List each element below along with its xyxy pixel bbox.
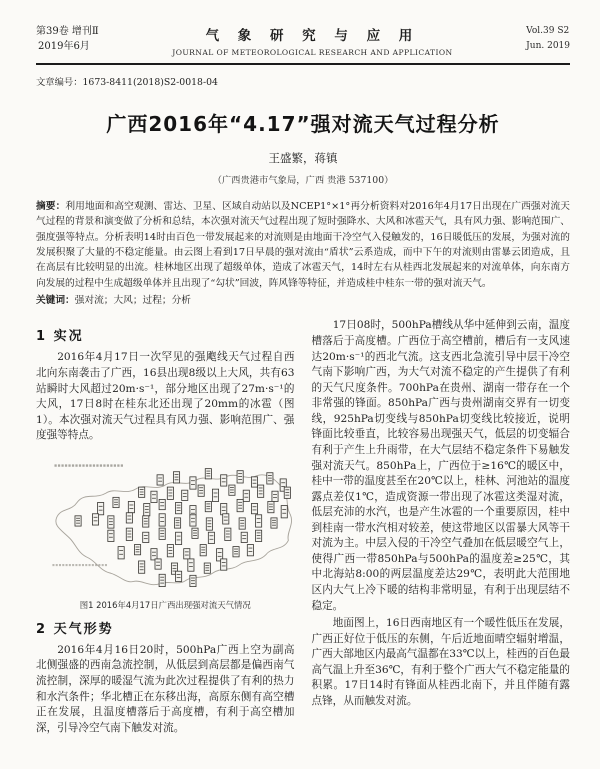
- date-en: Jun. 2019: [526, 41, 570, 52]
- station-marker: [225, 528, 231, 540]
- journal-title-cn: 气 象 研 究 与 应 用: [205, 28, 420, 44]
- station-marker: [247, 544, 253, 555]
- station-marker: [200, 544, 206, 555]
- station-marker: [251, 503, 257, 513]
- station-marker: [98, 502, 104, 514]
- station-marker: [159, 499, 165, 509]
- journal-header: [36, 24, 570, 65]
- station-marker: [108, 530, 114, 541]
- station-marker: [258, 485, 264, 497]
- station-marker: [75, 516, 81, 526]
- station-marker: [108, 516, 114, 528]
- paper-affiliation: （广西贵港市气象局，广西 贵港 537100）: [212, 175, 394, 186]
- section-2-paragraph: 2016年4月16日20时，500hPa广西上空为副高北侧强盛的西南急流控制，从低层到高层都是偏西南气流控制，深厚的暖湿气流为此次过程提供了有利的热力和水汽条件；华北槽正在东移出海，高原东侧有高空槽正在发展，且温度槽落后于高度槽，有利于高空槽加深，引导冷空气南下触发对流。: [36, 643, 295, 734]
- station-marker: [190, 575, 196, 586]
- station-marker: [237, 499, 243, 511]
- right-paragraph-2: 地面图上，16日西南地区有一个暖性低压在发展，广西正好位于低压的东侧，午后近地面晴空辐射增温，广西大部地区内最高气温都在33℃以上，桂西的百色最高气温上升至36℃，有利于整个广西大气不稳定能量的积累。17日14时有锋面从桂西北南下，并且伴随有露点锋，从而触发对流。: [311, 617, 570, 707]
- station-marker: [128, 501, 134, 512]
- abstract-paragraph: [36, 199, 570, 291]
- station-marker: [204, 563, 210, 573]
- station-marker: [159, 574, 165, 586]
- station-marker: [241, 532, 247, 542]
- station-marker: [229, 485, 235, 495]
- header-volume-block: [36, 24, 99, 54]
- station-marker: [221, 503, 227, 514]
- station-marker: [239, 518, 245, 529]
- station-marker: [198, 485, 204, 496]
- station-marker: [182, 490, 188, 500]
- station-marker: [134, 544, 140, 554]
- paper-title: 广西2016年“4.17”强对流天气过程分析: [106, 112, 500, 136]
- station-marker: [243, 490, 249, 501]
- right-paragraph-1: 17日08时，500hPa槽线从华中延伸到云南，温度槽落后于高度槽。广西位于高空槽前，槽后有一支风速达20m·s⁻¹的西北气流。这支西北急流引导中层干冷空气南下影响广西，为大气对流不稳定的产生提供了有利的天气尺度条件。700hPa在贵州、湖南一带存在一个非常强的锋面。850hPa广西与贵州湖南交界有一切变线，925hPa切变线与850hPa切变线比较接近，说明锋面比较垂直，比较容易出现强天气，低层的切变辐合有利于产生上升雨带，在大气层结不稳定条件下易触发强对流天气。850hPa上，广西位于≥16℃的暖区中，桂中一带的温度甚至在20℃以上，桂林、河池站的温度露点差仅1℃，造成资源一带出现了冰雹这类湿对流，低层充沛的水汽，也是产生冰雹的一个重要原因，桂中到桂南一带水汽相对较差，使这带地区以雷暴大风等干对流为主。中层入侵的干冷空气叠加在低层暖空气上，使得广西一带850hPa与500hPa的温度差≥25℃，其中北海站8:00的两层温度差达29℃，表明此大范围地区内大气上冷下暖的结构非常明显，有利于出现层结不稳定。: [311, 319, 570, 612]
- volume-cn: 第39卷 增刊Ⅱ: [36, 26, 99, 37]
- station-marker: [92, 514, 98, 525]
- station-marker: [190, 515, 196, 526]
- header-issue-block: [526, 24, 570, 55]
- volume-en: Vol.39 S2: [526, 26, 570, 36]
- station-marker: [155, 559, 161, 569]
- abstract-text: 利用地面和高空观测、雷达、卫星、区域自动站以及NCEP1°×1°再分析资料对2016年4月17日出现在广西强对流天气过程的背景和演变做了分析和总结，本次强对流天气过程出现了短时强降水、大风和冰雹天气，具有风力强、影响范围广、强度强等特点。分析表明14时由百色一带发展起来的对流则是由地面干冷空气入侵触发的，16日暖低压的发展，为强对流的发展积聚了大量的不稳定能量。由云图上看到17日早晨的强对流由“盾状”云系造成，而中下午的对流则由雷暴云团造成，且在高层有比较明显的出流。桂林地区出现了超级单体，造成了冰雹天气，14时左右从桂西北发展起来的对流单体，向东南方向发展的过程中生成超级单体并且出现了“勾状”回波，阵风锋等特征，并造成桂中桂东一带的强对流天气。: [36, 201, 570, 289]
- keywords-text: 强对流；大风；过程；分析: [74, 294, 191, 306]
- figure-1-caption: 图1 2016年4月17日广西出现强对流天气情况: [79, 599, 251, 610]
- date-cn: 2019年6月: [38, 41, 90, 52]
- section-1-heading: 1 实况: [36, 329, 84, 345]
- station-marker: [205, 468, 211, 478]
- station-marker: [208, 532, 214, 543]
- station-marker: [221, 475, 227, 486]
- station-marker: [139, 561, 145, 573]
- section-1-paragraph: 2016年4月17日一次罕见的强飑线天气过程自西北向东南袭击了广西，16县出现8级以上大风，共有63站瞬时大风超过20m·s⁻¹，部分地区出现了27m·s⁻¹的大风，17日8时在桂东北还出现了20mm的冰雹（图1）。本次强对流天气过程具有风力强、影响范围广、强度强等特点。: [36, 351, 295, 442]
- station-marker: [212, 489, 218, 501]
- station-marker: [151, 549, 157, 560]
- station-marker: [176, 571, 182, 581]
- header-journal-block: [99, 24, 526, 58]
- guangxi-map-figure: [36, 450, 295, 596]
- section-2-heading: 2 天气形势: [36, 621, 114, 637]
- station-marker: [192, 528, 198, 538]
- station-marker: [126, 528, 132, 540]
- station-marker: [256, 515, 262, 527]
- station-markers-group: [75, 468, 290, 586]
- station-marker: [167, 487, 173, 499]
- station-marker: [126, 513, 132, 523]
- keywords-line: [36, 293, 570, 309]
- paper-authors: 王盛繁，蒋镇: [268, 151, 338, 165]
- station-marker: [223, 514, 229, 524]
- station-marker: [151, 491, 157, 502]
- station-marker: [176, 532, 182, 544]
- station-marker: [256, 530, 262, 541]
- station-marker: [144, 503, 150, 515]
- station-marker: [173, 472, 179, 483]
- article-number: 文章编号：1673-8411(2018)S2-0018-04: [36, 77, 218, 88]
- station-marker: [159, 514, 165, 526]
- station-marker: [143, 516, 149, 527]
- station-marker: [272, 491, 278, 501]
- station-marker: [184, 549, 190, 559]
- station-marker: [206, 518, 212, 530]
- station-marker: [190, 477, 196, 489]
- station-marker: [167, 544, 173, 556]
- left-column: [36, 318, 295, 738]
- station-marker: [159, 528, 165, 539]
- station-marker: [221, 559, 227, 570]
- station-marker: [237, 471, 243, 483]
- station-marker: [251, 477, 257, 487]
- station-marker: [271, 518, 277, 528]
- station-marker: [188, 559, 194, 571]
- figure-1: [36, 450, 295, 611]
- station-marker: [139, 487, 145, 497]
- station-marker: [233, 546, 239, 556]
- right-column: [312, 318, 571, 738]
- station-marker: [174, 518, 180, 528]
- station-marker: [284, 487, 290, 498]
- station-marker: [268, 501, 274, 512]
- station-marker: [143, 532, 149, 542]
- station-marker: [267, 473, 273, 484]
- station-marker: [176, 502, 182, 513]
- station-marker: [205, 501, 211, 511]
- journal-title-en: JOURNAL OF METEOROLOGICAL RESEARCH AND APPLICATION: [172, 48, 453, 57]
- station-marker: [113, 497, 119, 507]
- abstract-label: 摘要：: [36, 201, 66, 212]
- station-marker: [118, 546, 124, 558]
- two-column-body: [36, 318, 570, 738]
- station-marker: [157, 475, 163, 485]
- keywords-label: 关键词：: [36, 294, 75, 306]
- station-marker: [281, 505, 287, 517]
